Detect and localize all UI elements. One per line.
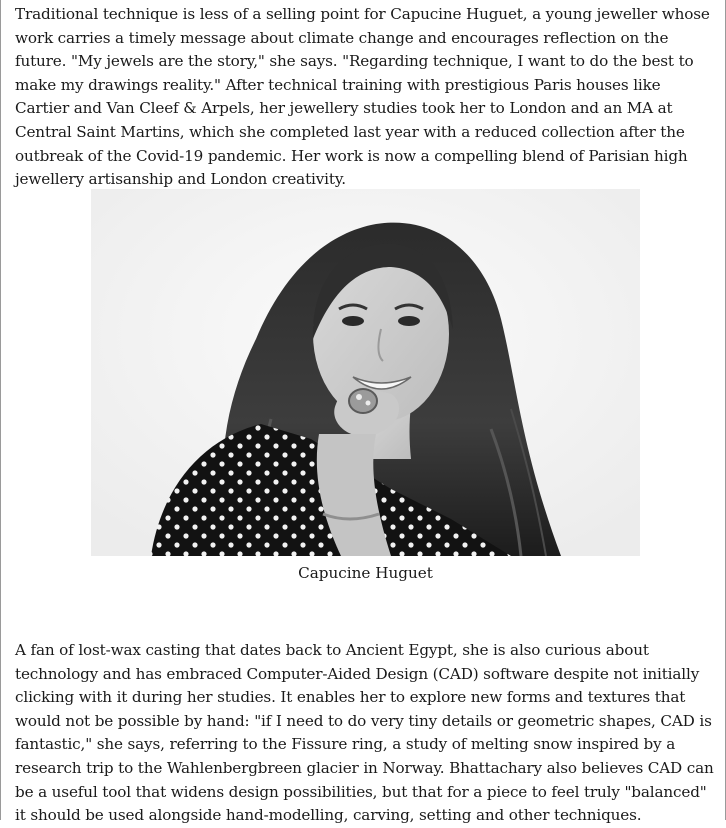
article-paragraph-2: A fan of lost-wax casting that dates back to Ancient Egypt, she is also curious about technology and has embraced Computer-Aided Design (CAD) software despite not initially clicking with it during her studies. It enables her to explore new forms and textures that would not be possible by hand: "if I need to do very tiny details or geometric shapes, CAD is fantastic," she says, referring to the Fissure ring, a study of melting snow inspired by a research trip to the Wahlenbergbreen glacier in Norway. Bhattachary also believes CAD can be a useful tool that widens design possibilities, but that for a piece to feel truly "balanced" it should be used alongside hand-modelling, carving, setting and other techniques. — [15, 641, 714, 825]
portrait-illustration — [91, 189, 640, 556]
portrait-caption: Capucine Huguet — [298, 564, 433, 582]
portrait-figure — [91, 189, 640, 584]
portrait-photo — [91, 189, 640, 556]
article-paragraph-1: Traditional technique is less of a selling point for Capucine Huguet, a young jeweller whose work carries a timely message about climate change and encourages reflection on the future. "My jewels are the story," she says. "Regarding technique, I want to do the best to make my drawings reality." After technical training with prestigious Paris houses like Cartier and Van Cleef & Arpels, her jewellery studies took her to London and an MA at Central Saint Martins, which she completed last year with a reduced collection after the outbreak of the Covid-19 pandemic. Her work is now a compelling blend of Parisian high jewellery artisanship and London creativity. — [15, 5, 710, 189]
